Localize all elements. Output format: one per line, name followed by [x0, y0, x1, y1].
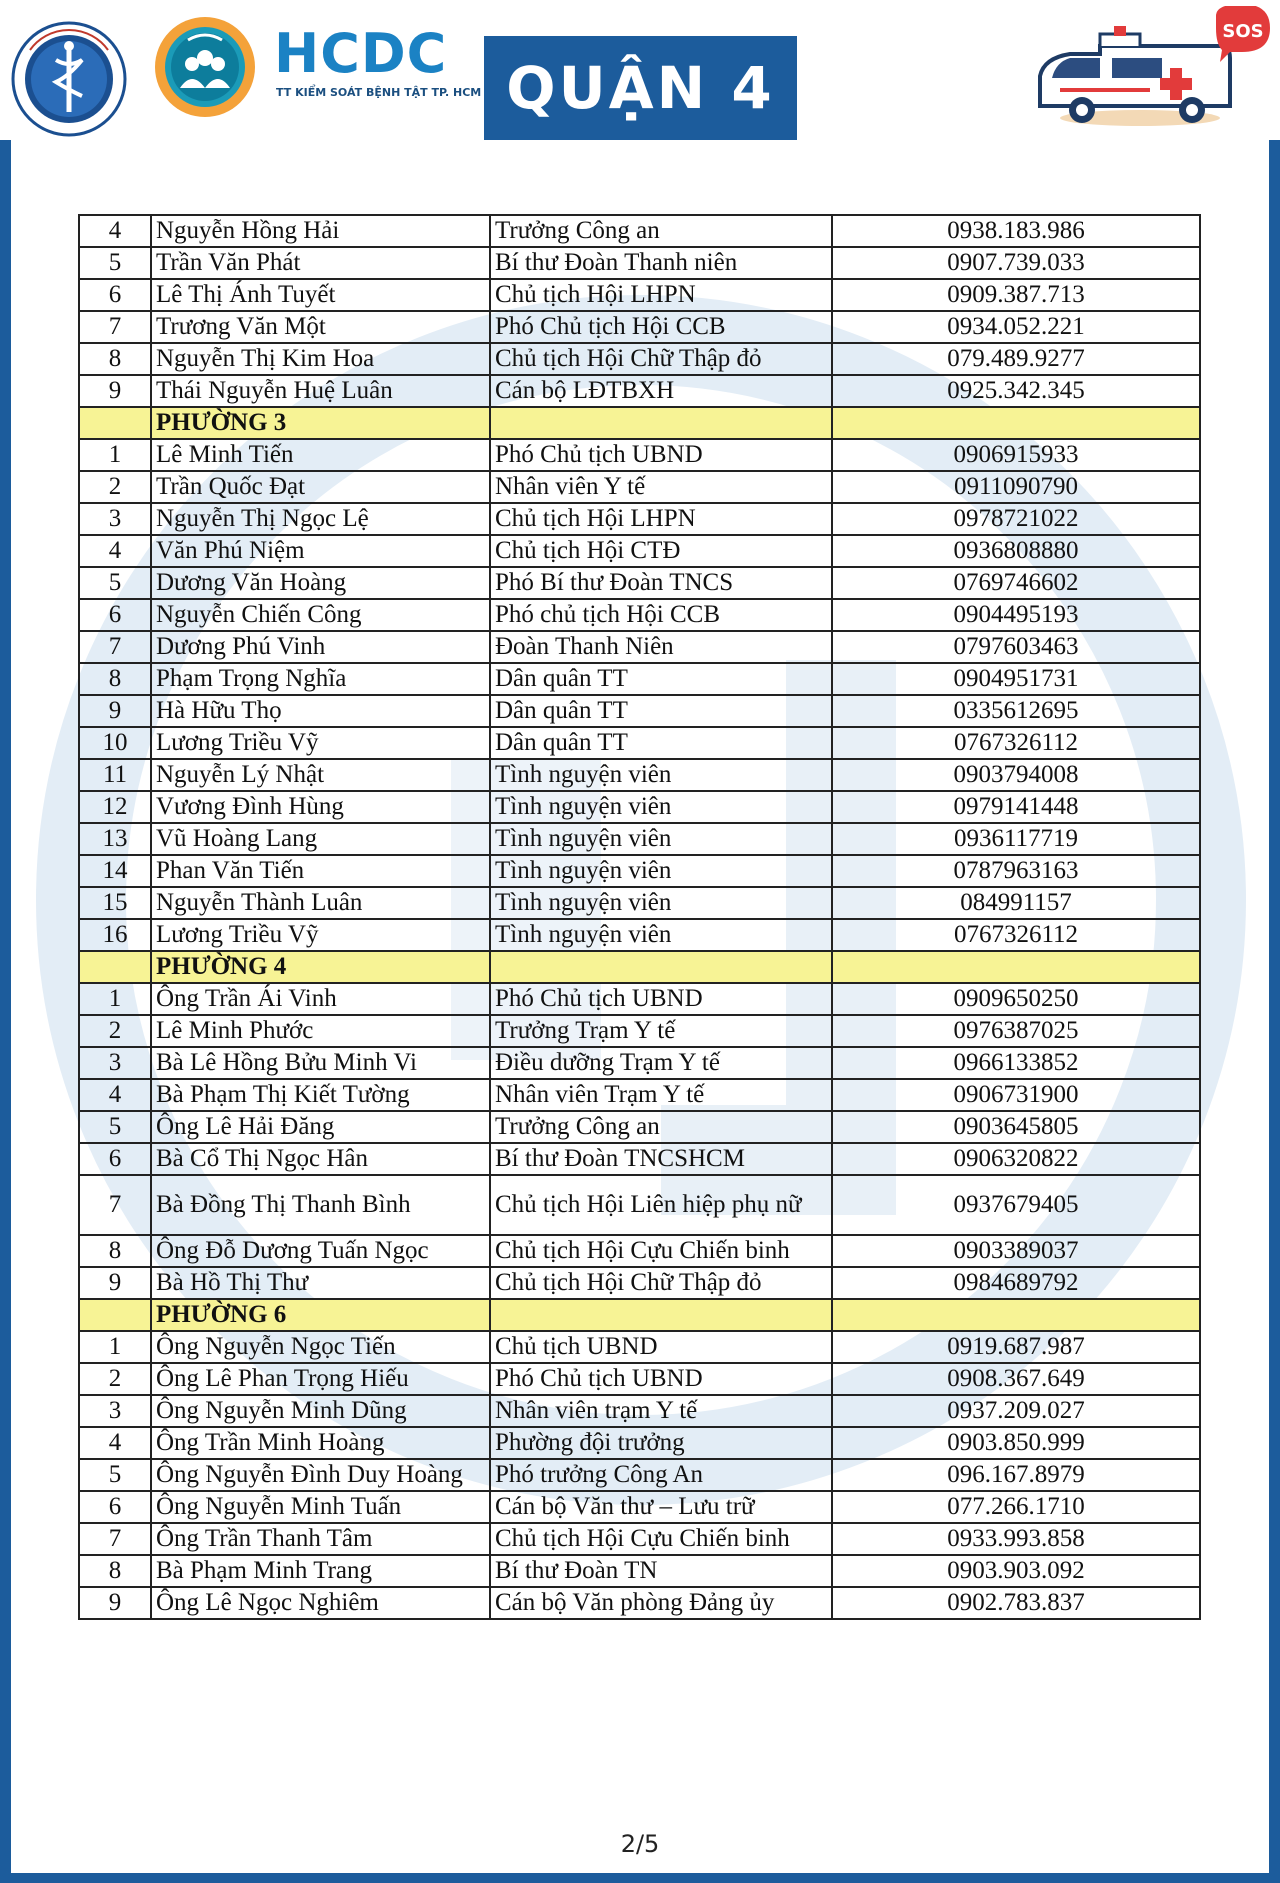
role-cell: Chủ tịch Hội LHPN — [490, 279, 832, 311]
stt-cell: 7 — [79, 311, 151, 343]
table-row — [79, 1427, 1200, 1459]
name-cell: Ông Trần Minh Hoàng — [151, 1427, 490, 1459]
stt-cell: 7 — [79, 1523, 151, 1555]
health-department-seal-icon — [10, 20, 128, 138]
table-row — [79, 1175, 1200, 1235]
section-title: PHƯỜNG 3 — [151, 407, 490, 439]
name-cell: Ông Trần Ái Vinh — [151, 983, 490, 1015]
phone-cell: 0903389037 — [832, 1235, 1200, 1267]
name-cell: Bà Cổ Thị Ngọc Hân — [151, 1143, 490, 1175]
table-row — [79, 1267, 1200, 1299]
phone-cell: 0938.183.986 — [832, 215, 1200, 247]
role-cell: Trưởng Trạm Y tế — [490, 1015, 832, 1047]
stt-cell: 10 — [79, 727, 151, 759]
phone-cell: 0966133852 — [832, 1047, 1200, 1079]
section-stt-cell — [79, 407, 151, 439]
role-cell: Bí thư Đoàn TN — [490, 1555, 832, 1587]
phone-cell: 077.266.1710 — [832, 1491, 1200, 1523]
stt-cell: 4 — [79, 535, 151, 567]
role-cell: Tình nguyện viên — [490, 855, 832, 887]
section-empty-cell — [832, 951, 1200, 983]
phone-cell: 0902.783.837 — [832, 1587, 1200, 1619]
table-row — [79, 695, 1200, 727]
name-cell: Ông Nguyễn Minh Dũng — [151, 1395, 490, 1427]
role-cell: Phó Chủ tịch UBND — [490, 439, 832, 471]
stt-cell: 8 — [79, 1235, 151, 1267]
phone-cell: 0904951731 — [832, 663, 1200, 695]
role-cell: Chủ tịch Hội CTĐ — [490, 535, 832, 567]
phone-cell: 0767326112 — [832, 727, 1200, 759]
phone-cell: 0937679405 — [832, 1175, 1200, 1235]
table-row — [79, 1395, 1200, 1427]
role-cell: Chủ tịch Hội Cựu Chiến binh — [490, 1523, 832, 1555]
phone-cell: 0936808880 — [832, 535, 1200, 567]
district-title: QUẬN 4 — [484, 36, 797, 140]
phone-cell: 0909.387.713 — [832, 279, 1200, 311]
hcdc-brand-text: HCDC — [274, 22, 448, 85]
role-cell: Trưởng Công an — [490, 215, 832, 247]
table-row — [79, 311, 1200, 343]
name-cell: Ông Nguyễn Ngọc Tiến — [151, 1331, 490, 1363]
section-row — [79, 1299, 1200, 1331]
role-cell: Chủ tịch Hội LHPN — [490, 503, 832, 535]
phone-cell: 0911090790 — [832, 471, 1200, 503]
stt-cell: 8 — [79, 663, 151, 695]
name-cell: Lương Triều Vỹ — [151, 727, 490, 759]
name-cell: Phạm Trọng Nghĩa — [151, 663, 490, 695]
role-cell: Đoàn Thanh Niên — [490, 631, 832, 663]
role-cell: Phó Chủ tịch UBND — [490, 983, 832, 1015]
table-row — [79, 471, 1200, 503]
section-empty-cell — [832, 407, 1200, 439]
stt-cell: 13 — [79, 823, 151, 855]
stt-cell: 7 — [79, 1175, 151, 1235]
name-cell: Dương Phú Vinh — [151, 631, 490, 663]
name-cell: Nguyễn Lý Nhật — [151, 759, 490, 791]
contact-table — [78, 214, 1201, 1620]
role-cell: Bí thư Đoàn Thanh niên — [490, 247, 832, 279]
role-cell: Dân quân TT — [490, 727, 832, 759]
stt-cell: 6 — [79, 599, 151, 631]
name-cell: Trần Văn Phát — [151, 247, 490, 279]
stt-cell: 16 — [79, 919, 151, 951]
role-cell: Tình nguyện viên — [490, 823, 832, 855]
table-row — [79, 1491, 1200, 1523]
stt-cell: 11 — [79, 759, 151, 791]
section-row — [79, 407, 1200, 439]
name-cell: Bà Đồng Thị Thanh Bình — [151, 1175, 490, 1235]
phone-cell: 0919.687.987 — [832, 1331, 1200, 1363]
table-row — [79, 279, 1200, 311]
phone-cell: 0978721022 — [832, 503, 1200, 535]
stt-cell: 9 — [79, 1267, 151, 1299]
table-row — [79, 215, 1200, 247]
stt-cell: 9 — [79, 695, 151, 727]
name-cell: Ông Nguyễn Đình Duy Hoàng — [151, 1459, 490, 1491]
table-row — [79, 375, 1200, 407]
stt-cell: 5 — [79, 1111, 151, 1143]
role-cell: Tình nguyện viên — [490, 791, 832, 823]
stt-cell: 3 — [79, 1047, 151, 1079]
table-row — [79, 535, 1200, 567]
name-cell: Ông Trần Thanh Tâm — [151, 1523, 490, 1555]
stt-cell: 3 — [79, 503, 151, 535]
phone-cell: 0787963163 — [832, 855, 1200, 887]
role-cell: Trưởng Công an — [490, 1111, 832, 1143]
stt-cell: 6 — [79, 1143, 151, 1175]
role-cell: Nhân viên trạm Y tế — [490, 1395, 832, 1427]
stt-cell: 12 — [79, 791, 151, 823]
table-row — [79, 503, 1200, 535]
header — [0, 0, 1280, 140]
phone-cell: 0903645805 — [832, 1111, 1200, 1143]
table-row — [79, 631, 1200, 663]
role-cell: Phó trưởng Công An — [490, 1459, 832, 1491]
role-cell: Phường đội trưởng — [490, 1427, 832, 1459]
table-row — [79, 759, 1200, 791]
name-cell: Vũ Hoàng Lang — [151, 823, 490, 855]
table-row — [79, 599, 1200, 631]
table-row — [79, 1143, 1200, 1175]
table-row — [79, 983, 1200, 1015]
name-cell: Lương Triều Vỹ — [151, 919, 490, 951]
phone-cell: 0906320822 — [832, 1143, 1200, 1175]
role-cell: Chủ tịch Hội Chữ Thập đỏ — [490, 343, 832, 375]
phone-cell: 0937.209.027 — [832, 1395, 1200, 1427]
name-cell: Ông Nguyễn Minh Tuấn — [151, 1491, 490, 1523]
table-row — [79, 1459, 1200, 1491]
stt-cell: 9 — [79, 1587, 151, 1619]
stt-cell: 4 — [79, 215, 151, 247]
phone-cell: 0767326112 — [832, 919, 1200, 951]
stt-cell: 6 — [79, 279, 151, 311]
section-row — [79, 951, 1200, 983]
phone-cell: 0904495193 — [832, 599, 1200, 631]
phone-cell: 084991157 — [832, 887, 1200, 919]
phone-cell: 0903794008 — [832, 759, 1200, 791]
document-sheet — [11, 140, 1269, 1873]
stt-cell: 5 — [79, 567, 151, 599]
role-cell: Chủ tịch Hội Liên hiệp phụ nữ — [490, 1175, 832, 1235]
ambulance-icon — [1030, 6, 1275, 136]
role-cell: Dân quân TT — [490, 663, 832, 695]
role-cell: Cán bộ LĐTBXH — [490, 375, 832, 407]
name-cell: Phan Văn Tiến — [151, 855, 490, 887]
table-row — [79, 823, 1200, 855]
role-cell: Phó Chủ tịch Hội CCB — [490, 311, 832, 343]
table-row — [79, 1523, 1200, 1555]
name-cell: Bà Hồ Thị Thư — [151, 1267, 490, 1299]
section-empty-cell — [490, 407, 832, 439]
stt-cell: 8 — [79, 1555, 151, 1587]
phone-cell: 0925.342.345 — [832, 375, 1200, 407]
phone-cell: 0909650250 — [832, 983, 1200, 1015]
table-row — [79, 727, 1200, 759]
name-cell: Bà Phạm Minh Trang — [151, 1555, 490, 1587]
stt-cell: 15 — [79, 887, 151, 919]
stt-cell: 1 — [79, 439, 151, 471]
name-cell: Nguyễn Chiến Công — [151, 599, 490, 631]
phone-cell: 0797603463 — [832, 631, 1200, 663]
name-cell: Vương Đình Hùng — [151, 791, 490, 823]
role-cell: Chủ tịch UBND — [490, 1331, 832, 1363]
role-cell: Chủ tịch Hội Cựu Chiến binh — [490, 1235, 832, 1267]
table-row — [79, 1015, 1200, 1047]
phone-cell: 0933.993.858 — [832, 1523, 1200, 1555]
role-cell: Chủ tịch Hội Chữ Thập đỏ — [490, 1267, 832, 1299]
stt-cell: 1 — [79, 983, 151, 1015]
table-row — [79, 1235, 1200, 1267]
name-cell: Văn Phú Niệm — [151, 535, 490, 567]
stt-cell: 6 — [79, 1491, 151, 1523]
name-cell: Hà Hữu Thọ — [151, 695, 490, 727]
stt-cell: 7 — [79, 631, 151, 663]
phone-cell: 0934.052.221 — [832, 311, 1200, 343]
role-cell: Phó chủ tịch Hội CCB — [490, 599, 832, 631]
section-empty-cell — [490, 1299, 832, 1331]
phone-cell: 0979141448 — [832, 791, 1200, 823]
phone-cell: 0908.367.649 — [832, 1363, 1200, 1395]
table-row — [79, 663, 1200, 695]
phone-cell: 079.489.9277 — [832, 343, 1200, 375]
table-row — [79, 855, 1200, 887]
name-cell: Thái Nguyễn Huệ Luân — [151, 375, 490, 407]
page-number: 2/5 — [620, 1830, 660, 1858]
phone-cell: 0769746602 — [832, 567, 1200, 599]
role-cell: Nhân viên Y tế — [490, 471, 832, 503]
role-cell: Bí thư Đoàn TNCSHCM — [490, 1143, 832, 1175]
name-cell: Nguyễn Hồng Hải — [151, 215, 490, 247]
phone-cell: 0906915933 — [832, 439, 1200, 471]
phone-cell: 0903.850.999 — [832, 1427, 1200, 1459]
name-cell: Bà Phạm Thị Kiết Tường — [151, 1079, 490, 1111]
stt-cell: 2 — [79, 1015, 151, 1047]
stt-cell: 5 — [79, 1459, 151, 1491]
name-cell: Dương Văn Hoàng — [151, 567, 490, 599]
name-cell: Lê Thị Ánh Tuyết — [151, 279, 490, 311]
contact-table-body — [79, 215, 1200, 1619]
section-stt-cell — [79, 1299, 151, 1331]
table-row — [79, 919, 1200, 951]
name-cell: Trương Văn Một — [151, 311, 490, 343]
table-row — [79, 1555, 1200, 1587]
role-cell: Phó Chủ tịch UBND — [490, 1363, 832, 1395]
table-row — [79, 567, 1200, 599]
section-title: PHƯỜNG 4 — [151, 951, 490, 983]
phone-cell: 0335612695 — [832, 695, 1200, 727]
role-cell: Tình nguyện viên — [490, 919, 832, 951]
name-cell: Lê Minh Phước — [151, 1015, 490, 1047]
section-stt-cell — [79, 951, 151, 983]
name-cell: Ông Lê Hải Đăng — [151, 1111, 490, 1143]
stt-cell: 5 — [79, 247, 151, 279]
hcdc-subtitle: TT KIỂM SOÁT BỆNH TẬT TP. HCM — [276, 86, 482, 99]
role-cell: Dân quân TT — [490, 695, 832, 727]
name-cell: Trần Quốc Đạt — [151, 471, 490, 503]
section-empty-cell — [490, 951, 832, 983]
stt-cell: 9 — [79, 375, 151, 407]
role-cell: Tình nguyện viên — [490, 759, 832, 791]
role-cell: Phó Bí thư Đoàn TNCS — [490, 567, 832, 599]
name-cell: Ông Đỗ Dương Tuấn Ngọc — [151, 1235, 490, 1267]
table-row — [79, 1363, 1200, 1395]
phone-cell: 0907.739.033 — [832, 247, 1200, 279]
stt-cell: 2 — [79, 1363, 151, 1395]
name-cell: Lê Minh Tiến — [151, 439, 490, 471]
role-cell: Tình nguyện viên — [490, 887, 832, 919]
table-row — [79, 1111, 1200, 1143]
name-cell: Ông Lê Phan Trọng Hiếu — [151, 1363, 490, 1395]
phone-cell: 0936117719 — [832, 823, 1200, 855]
phone-cell: 0976387025 — [832, 1015, 1200, 1047]
name-cell: Bà Lê Hồng Bửu Minh Vi — [151, 1047, 490, 1079]
name-cell: Nguyễn Thị Ngọc Lệ — [151, 503, 490, 535]
table-row — [79, 1587, 1200, 1619]
name-cell: Ông Lê Ngọc Nghiêm — [151, 1587, 490, 1619]
phone-cell: 096.167.8979 — [832, 1459, 1200, 1491]
stt-cell: 3 — [79, 1395, 151, 1427]
role-cell: Nhân viên Trạm Y tế — [490, 1079, 832, 1111]
stt-cell: 4 — [79, 1427, 151, 1459]
stt-cell: 14 — [79, 855, 151, 887]
stt-cell: 1 — [79, 1331, 151, 1363]
table-row — [79, 1047, 1200, 1079]
table-row — [79, 1079, 1200, 1111]
section-empty-cell — [832, 1299, 1200, 1331]
table-row — [79, 439, 1200, 471]
sos-label: SOS — [1222, 21, 1264, 42]
table-row — [79, 247, 1200, 279]
phone-cell: 0984689792 — [832, 1267, 1200, 1299]
table-row — [79, 887, 1200, 919]
role-cell: Điều dưỡng Trạm Y tế — [490, 1047, 832, 1079]
role-cell: Cán bộ Văn thư – Lưu trữ — [490, 1491, 832, 1523]
name-cell: Nguyễn Thị Kim Hoa — [151, 343, 490, 375]
name-cell: Nguyễn Thành Luân — [151, 887, 490, 919]
stt-cell: 4 — [79, 1079, 151, 1111]
table-row — [79, 1331, 1200, 1363]
table-row — [79, 791, 1200, 823]
stt-cell: 8 — [79, 343, 151, 375]
phone-cell: 0906731900 — [832, 1079, 1200, 1111]
table-row — [79, 343, 1200, 375]
stt-cell: 2 — [79, 471, 151, 503]
role-cell: Cán bộ Văn phòng Đảng ủy — [490, 1587, 832, 1619]
phone-cell: 0903.903.092 — [832, 1555, 1200, 1587]
section-title: PHƯỜNG 6 — [151, 1299, 490, 1331]
